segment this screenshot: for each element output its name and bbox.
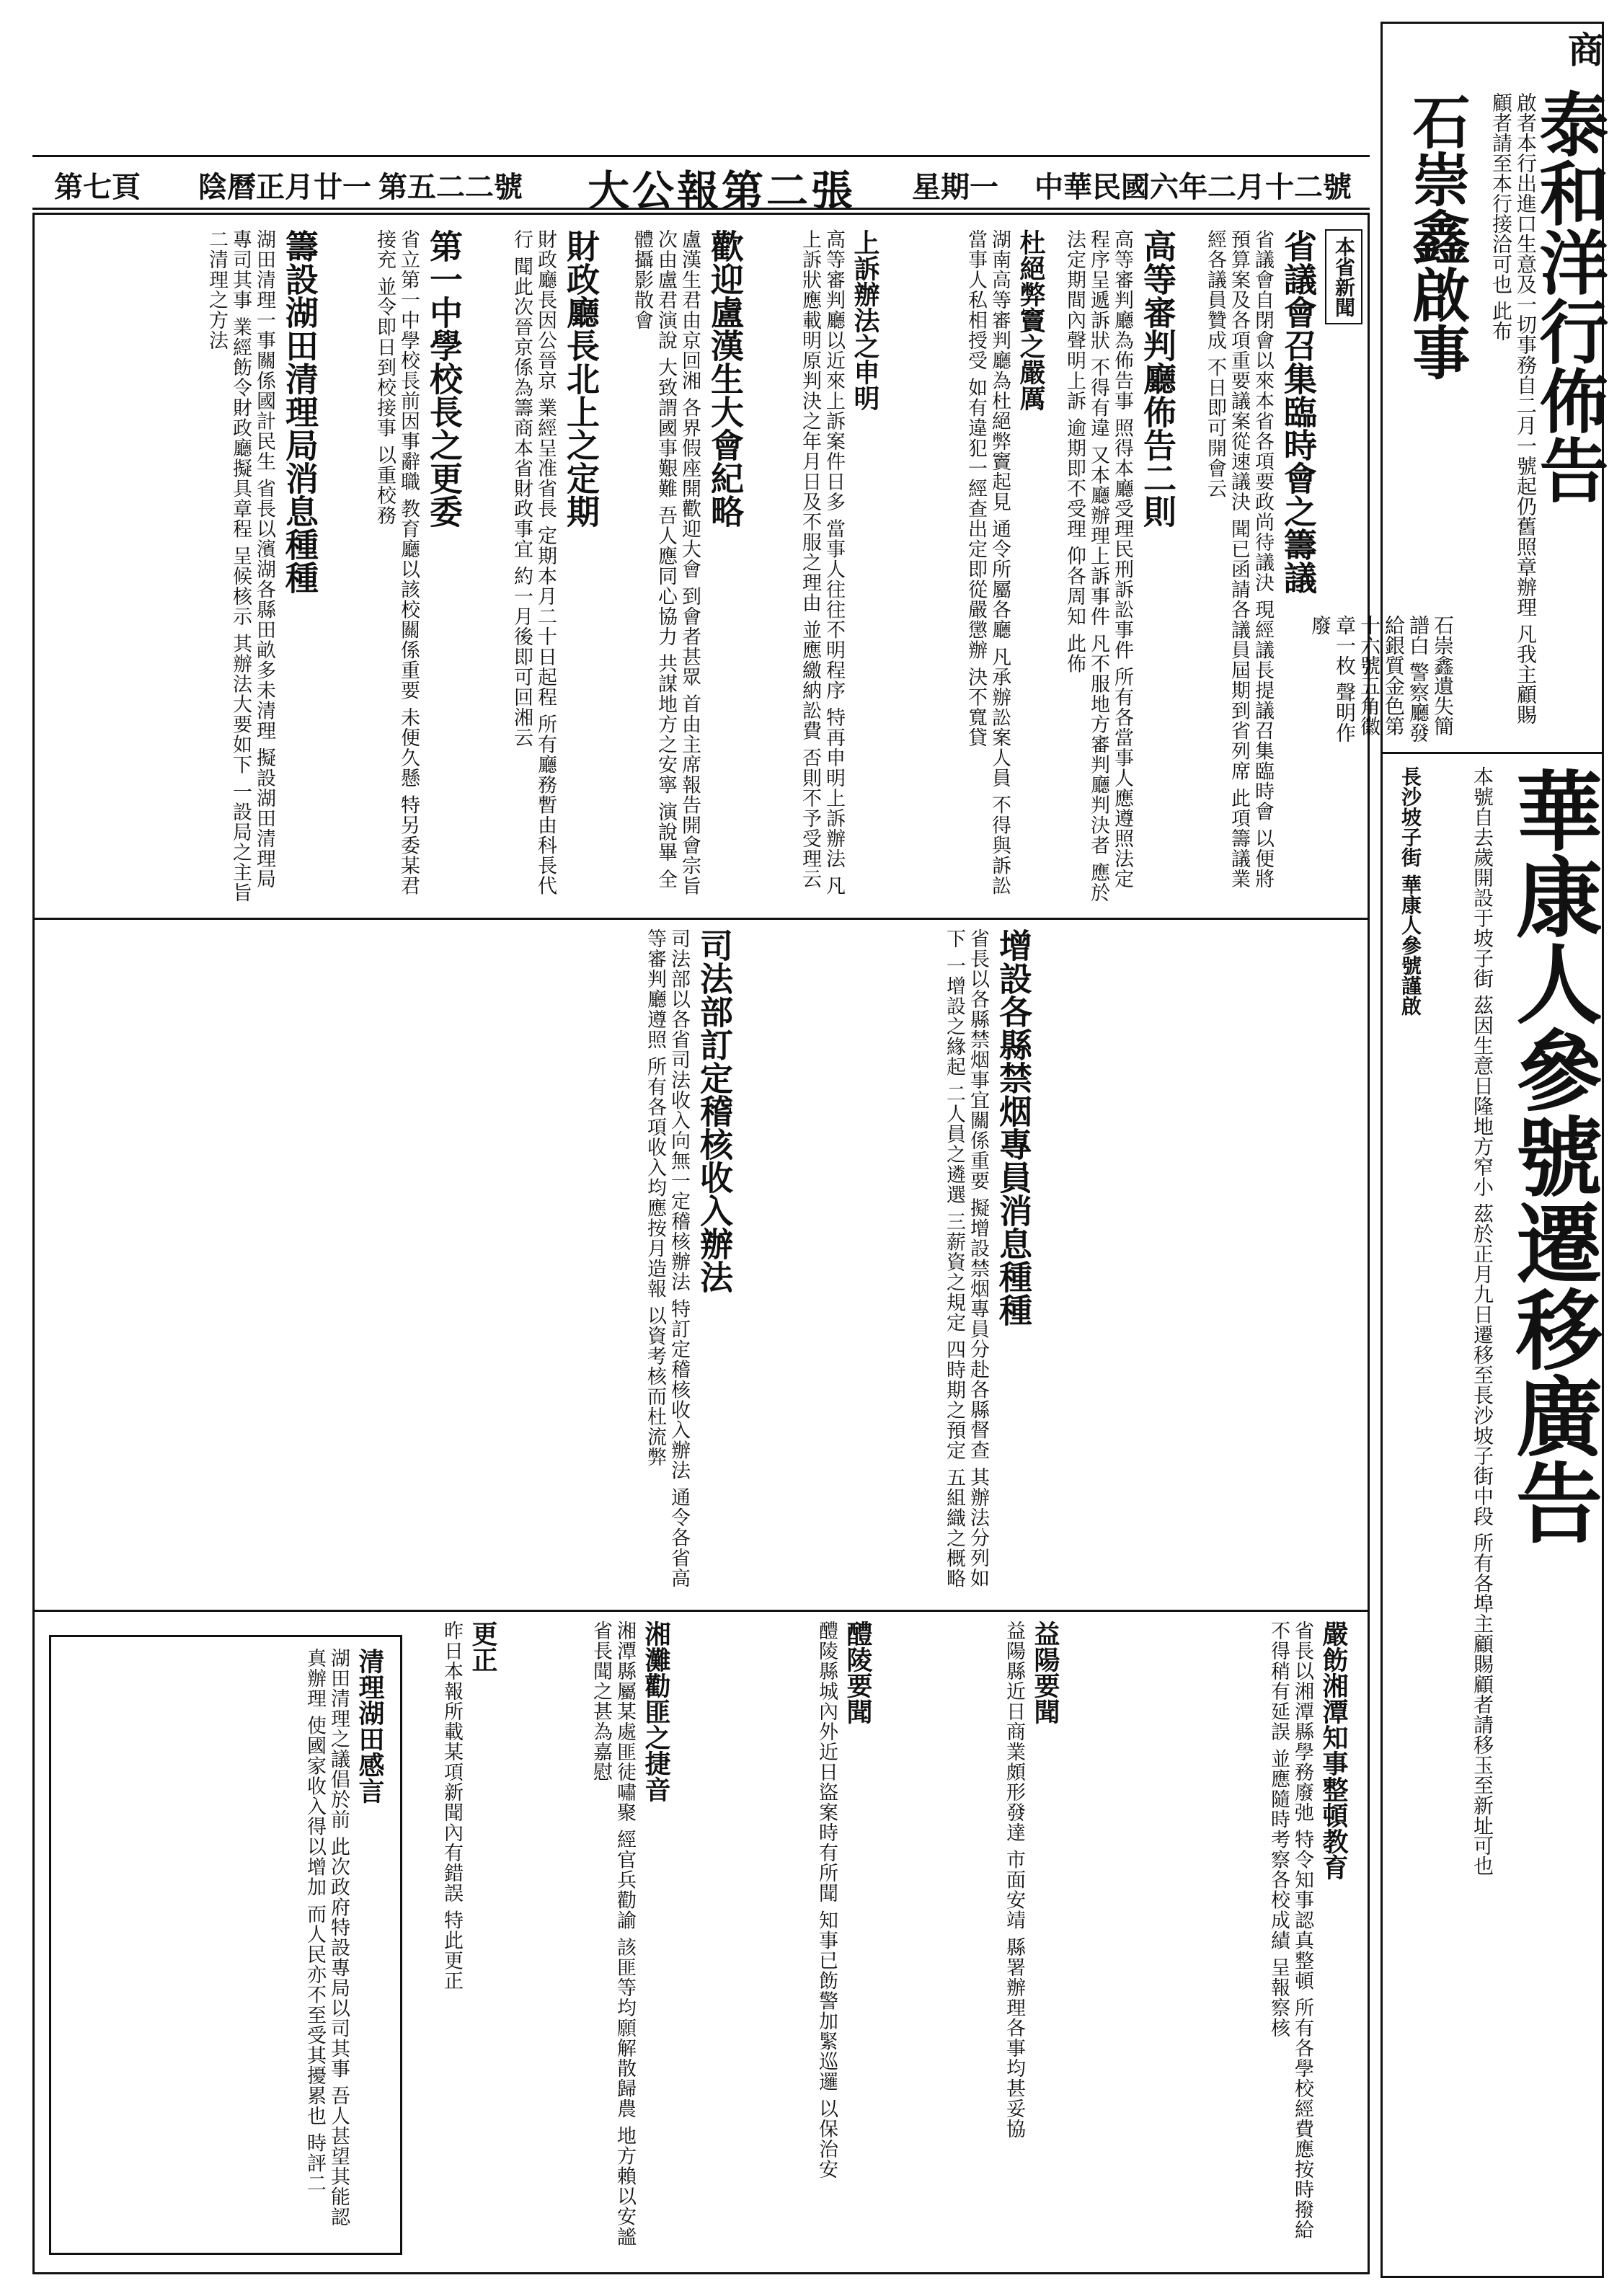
- article-body: 財政廳長因公晉京 業經呈准省長 定期本月二十日起程 所有廳務暫由科長代行 聞此次晉京係為籌商本省財政事宜 約一月後即可回湘云: [510, 229, 557, 896]
- row-divider: [35, 918, 1368, 920]
- article-body: 湘潭縣屬某處匪徒嘯聚 經官兵勸諭 該匪等均願解散歸農 地方賴以安謐 省長聞之甚為嘉慰: [590, 1621, 636, 2247]
- page-number: 第七頁: [54, 170, 141, 204]
- article-body: 省立第一中學校長前因事辭職 教育廳以該校關係重要 未便久懸 特另委某君接充 並令即日到校接事 以重校務: [373, 229, 420, 896]
- paper-name: 大公報第二張: [588, 167, 856, 216]
- short-item-headline: 更正: [468, 1621, 498, 1672]
- article-headline: 財政廳長北上之定期: [562, 229, 601, 528]
- weekday: 星期一: [912, 170, 998, 204]
- article-headline: 增設各縣禁烟專員消息種種: [994, 928, 1033, 1326]
- article-headline: 第一中學校長之更委: [425, 229, 464, 528]
- article-body: 湖田清理一事關係國計民生 省長以濱湖各縣田畝多未清理 擬設湖田清理局專司其事 業經飭令財政廳擬具章程 呈候核示 其辦法大要如下 一設局之主旨 二清理之方法: [205, 229, 275, 903]
- ad-headline: 石崇鑫啟事: [1403, 92, 1471, 381]
- article-headline: 嚴飭湘潭知事整頓教育: [1319, 1621, 1349, 1880]
- article-headline: 高等審判廳佈告二則: [1138, 229, 1177, 528]
- short-item-body: 益陽縣近日商業頗形發達 市面安靖 縣署辦理各事均甚妥協: [1003, 1621, 1025, 2140]
- short-item-headline: 益陽要聞: [1030, 1621, 1060, 1724]
- article-body: 高等審判廳為佈告事 照得本廳受理民刑訴訟事件 所有各當事人應遵照法定程序呈遞訴狀 不得有違 又本廳辦理上訴事件 凡不服地方審判廳判決者 應於法定期間內聲明上訴 逾期即不受理 仰各周知 此佈: [1063, 229, 1133, 903]
- news-body: [32, 213, 1370, 2274]
- article-body: 省長以湘潭縣學務廢弛 特令知事認真整頓 所有各學校經費應按時撥給 不得稍有延誤 並應隨時考察各校成績 呈報察核: [1267, 1621, 1313, 2240]
- newspaper-page: [14, 18, 1608, 2282]
- ad-body: 啟者本行出進口生意及一切事務自二月一號起仍舊照章辦理 凡我主顧賜顧者請至本行接洽可也 此布: [1489, 92, 1538, 724]
- article-body: 盧漢生君由京回湘 各界假座開歡迎大會 到會者甚眾 首由主席報告開會宗旨 次由盧君演說 大致謂國事艱難 吾人應同心協力 共謀地方之安寧 演說畢 全體攝影散會: [631, 229, 701, 896]
- article-headline: 湘灘勸匪之捷音: [641, 1621, 671, 1802]
- ad-footer: 長沙坡子街 華康人參號謹啟: [1399, 766, 1422, 1016]
- ad-body: 本號自去歲開設于坡子街 茲因生意日隆地方窄小 茲於正月九日遷移至長沙坡子街中段 所有各埠主顧賜顧者請移玉至新址可也: [1471, 766, 1494, 1876]
- commentary-body: 湖田清理之議倡於前 此次政府特設專局以司其事 吾人甚望其能認真辦理 使國家收入得以增加 而人民亦不至受其擾累也 時評二: [303, 1648, 350, 2228]
- ad-headline: 華康人參號遷移廣告: [1502, 766, 1603, 1545]
- article-headline: 司法部訂定稽核收入辦法: [695, 928, 734, 1293]
- ad-label: 商: [1562, 31, 1605, 67]
- masthead: [32, 155, 1370, 216]
- article-body: 省長以各縣禁烟事宜關係重要 擬增設禁烟專員分赴各縣督查 其辦法分列如下 一增設之緣起 二人員之遴選 三薪資之規定 四時期之預定 五組織之概略: [943, 928, 989, 1589]
- gregorian-date: 中華民國六年二月十二號: [1034, 170, 1352, 204]
- section-badge: 本省新聞: [1325, 229, 1362, 324]
- row-divider: [35, 1610, 1368, 1612]
- article-headline: 歡迎盧漢生大會紀略: [706, 229, 745, 528]
- commentary-box: [49, 1635, 402, 2255]
- article-body: 省議會自閉會以來本省各項要政尚待議決 現經議長提議召集臨時會 以便將預算案及各項重要議案從速議決 聞已函請各議員屆期到省列席 此項籌議業經各議員贊成 不日即可開會云: [1204, 229, 1274, 890]
- article-headline: 省議會召集臨時會之籌議: [1279, 229, 1318, 594]
- article-headline: 上訴辦法之申明: [850, 229, 880, 411]
- article-body: 司法部以各省司法收入向無一定稽核辦法 特訂定稽核收入辦法 通令各省高等審判廳遵照 所有各項收入均應按月造報 以資考核而杜流弊: [644, 928, 690, 1589]
- lunar-date: 陰曆正月廿一: [198, 170, 371, 204]
- short-item-body: 昨日本報所載某項新聞內有錯誤 特此更正: [440, 1621, 463, 1991]
- short-item-headline: 醴陵要聞: [843, 1621, 873, 1724]
- issue-number: 第五二二號: [378, 170, 523, 204]
- ad-divider: [1383, 752, 1602, 754]
- ad-headline: 泰和洋行佈告: [1528, 89, 1610, 504]
- article-headline: 籌設湖田清理局消息種種: [280, 229, 319, 594]
- article-body: 高等審判廳以近來上訴案件日多 當事人往往不明程序 特再申明上訴辦法 凡上訴狀應載明原判決之年月日及不服之理由 並應繳納訟費 否則不予受理云: [799, 229, 845, 896]
- short-item-body: 醴陵縣城內外近日盜案時有所聞 知事已飭警加緊巡邏 以保治安: [815, 1621, 838, 2180]
- ad-body: 石崇鑫遺失簡譜白 警察廳發給銀質金色第十六號五角徽章一枚 聲明作廢: [1308, 615, 1455, 743]
- commentary-headline: 清理湖田感言: [355, 1648, 385, 1804]
- article-headline: 杜絕弊竇之嚴厲: [1016, 229, 1046, 411]
- article-body: 湖南高等審判廳為杜絕弊竇起見 通令所屬各廳 凡承辦訟案人員 不得與訴訟當事人私相授受 如有違犯一經查出定即從嚴懲辦 決不寬貸: [965, 229, 1011, 896]
